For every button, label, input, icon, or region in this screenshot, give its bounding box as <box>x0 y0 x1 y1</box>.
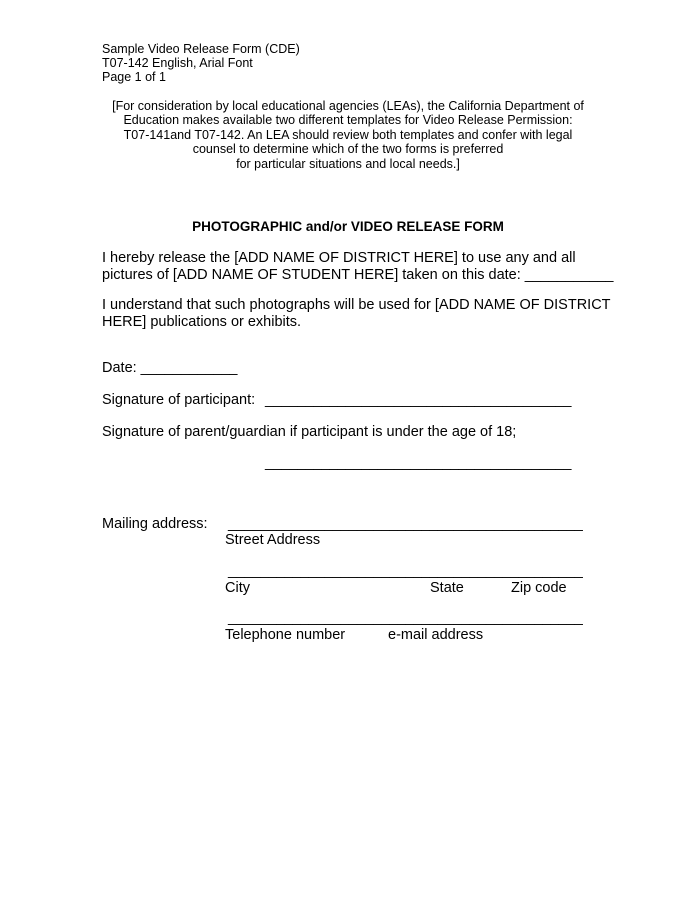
signature-participant-line[interactable]: ______________________________________ <box>265 392 572 408</box>
signature-participant-label: Signature of participant: <box>102 392 256 408</box>
note-line: for particular situations and local needs.] <box>236 156 460 171</box>
note-line: Education makes available two different templates for Video Release Permission: <box>123 113 573 128</box>
signature-parent-label: Signature of parent/guardian if participant is under the age of 18; <box>102 424 517 440</box>
header-page-number: Page 1 of 1 <box>102 70 166 84</box>
header-form-code: T07-142 English, Arial Font <box>102 56 253 70</box>
street-address-caption: Street Address <box>225 532 321 548</box>
signature-parent-line[interactable]: ______________________________________ <box>265 455 572 471</box>
usage-paragraph-line-1: I understand that such photographs will be used for [ADD NAME OF DISTRICT <box>102 297 611 313</box>
street-address-line[interactable]: ____________________________________________ <box>228 516 583 532</box>
release-paragraph-line-1: I hereby release the [ADD NAME OF DISTRICT HERE] to use any and all <box>102 250 576 266</box>
note-line: T07-141and T07-142. An LEA should review both templates and confer with legal <box>123 127 573 142</box>
city-state-zip-line[interactable]: ____________________________________________ <box>228 563 583 579</box>
mailing-address-label: Mailing address: <box>102 516 208 532</box>
release-paragraph-line-2: pictures of [ADD NAME OF STUDENT HERE] taken on this date: ___________ <box>102 267 614 283</box>
usage-paragraph-line-2: HERE] publications or exhibits. <box>102 314 302 330</box>
date-field[interactable]: Date: ____________ <box>102 360 238 376</box>
note-line: [For consideration by local educational agencies (LEAs), the California Department of <box>112 99 584 113</box>
telephone-caption: Telephone number <box>225 627 346 643</box>
city-caption: City <box>225 580 250 596</box>
phone-email-line[interactable]: ____________________________________________ <box>228 610 583 626</box>
state-caption: State <box>430 580 464 596</box>
note-line: counsel to determine which of the two forms is preferred <box>192 142 504 157</box>
zip-code-caption: Zip code <box>511 580 567 596</box>
consideration-note <box>100 99 596 171</box>
form-title: PHOTOGRAPHIC and/or VIDEO RELEASE FORM <box>192 219 504 234</box>
header-form-name: Sample Video Release Form (CDE) <box>102 42 300 56</box>
email-caption: e-mail address <box>388 627 484 643</box>
